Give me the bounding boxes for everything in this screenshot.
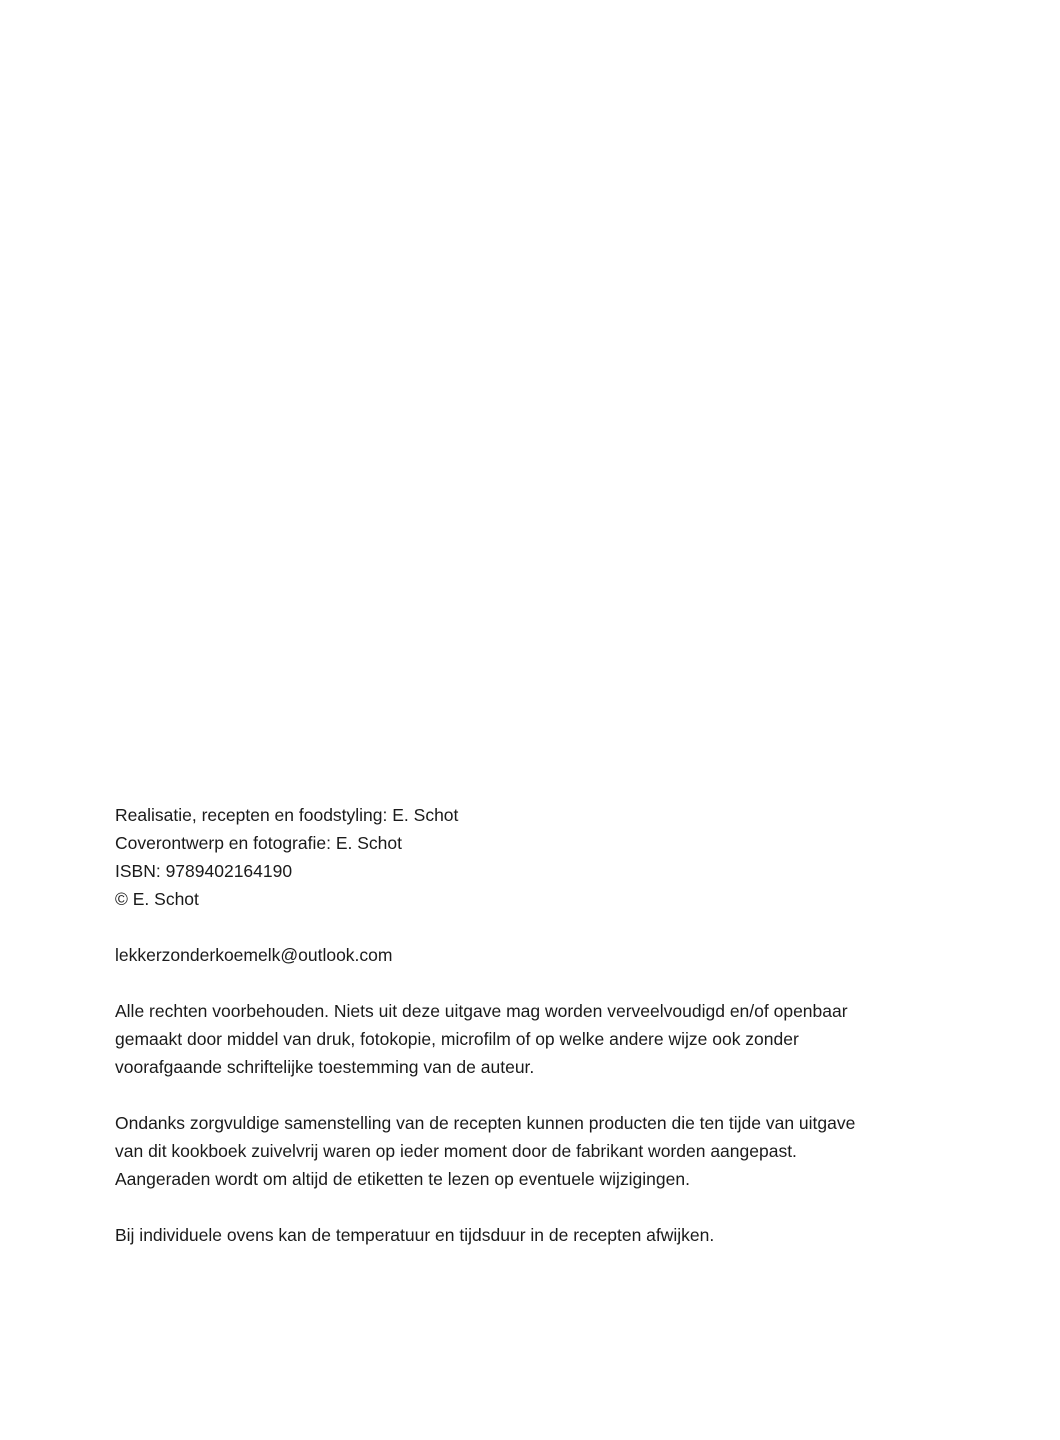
- rights-line: Alle rechten voorbehouden. Niets uit deze uitgave mag worden verveelvoudigd en/of openbaar: [115, 1001, 848, 1021]
- rights-line: voorafgaande schriftelijke toestemming van de auteur.: [115, 1057, 535, 1077]
- rights-notice: [115, 997, 945, 1081]
- copyright-line: © E. Schot: [115, 889, 199, 909]
- rights-line: gemaakt door middel van druk, fotokopie, microfilm of op welke andere wijze ook zonder: [115, 1029, 799, 1049]
- disclaimer-notice: [115, 1109, 945, 1193]
- contact-email: lekkerzonderkoemelk@outlook.com: [115, 945, 393, 965]
- realisation-credit: Realisatie, recepten en foodstyling: E. Schot: [115, 805, 459, 825]
- oven-line: Bij individuele ovens kan de temperatuur en tijdsduur in de recepten afwijken.: [115, 1225, 715, 1245]
- credits-block: [115, 801, 945, 913]
- oven-notice: [115, 1221, 945, 1249]
- disclaimer-line: Aangeraden wordt om altijd de etiketten te lezen op eventuele wijzigingen.: [115, 1169, 690, 1189]
- disclaimer-line: van dit kookboek zuivelvrij waren op ieder moment door de fabrikant worden aangepast.: [115, 1141, 797, 1161]
- disclaimer-line: Ondanks zorgvuldige samenstelling van de recepten kunnen producten die ten tijde van uitgave: [115, 1113, 856, 1133]
- contact-block: [115, 941, 945, 969]
- cover-credit: Coverontwerp en fotografie: E. Schot: [115, 833, 402, 853]
- isbn-line: ISBN: 9789402164190: [115, 861, 293, 881]
- colophon: [115, 801, 945, 1277]
